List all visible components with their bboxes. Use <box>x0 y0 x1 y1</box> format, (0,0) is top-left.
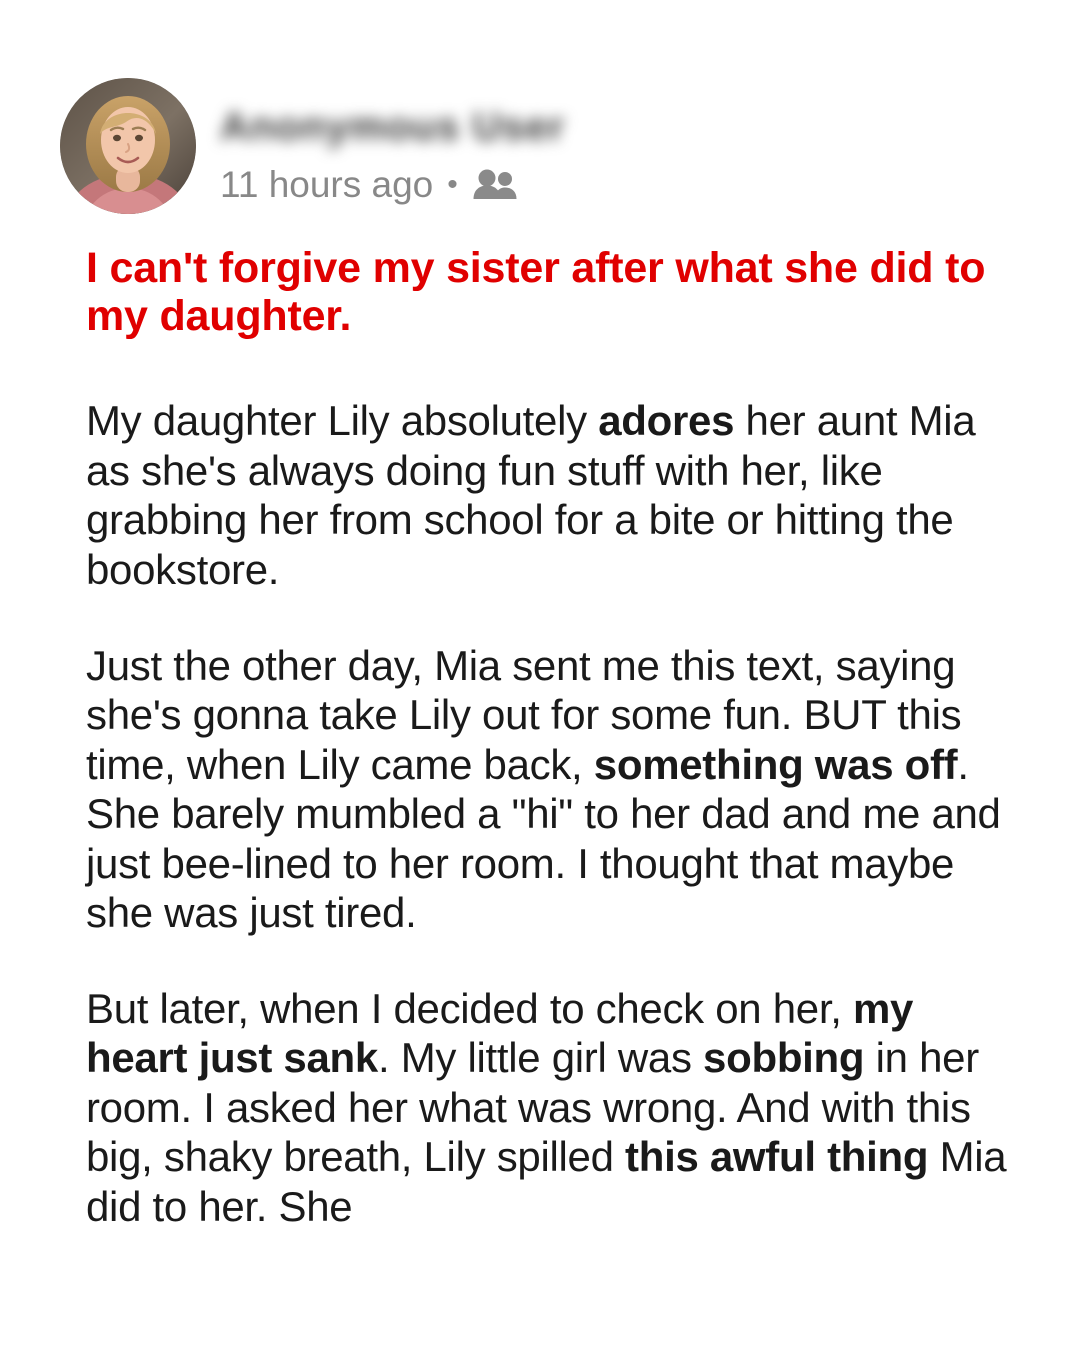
avatar[interactable] <box>60 78 196 214</box>
post-paragraph-2 <box>86 641 1010 938</box>
text-run: her aunt Mia as she's always doing fun stuff with her, like grabbing her from school for a bite or hitting the bookstore. <box>86 397 976 593</box>
text-run-bold: my heart just sank <box>86 984 914 1082</box>
post-paragraph-1 <box>86 396 1010 594</box>
author-username[interactable]: Anonymous User <box>220 105 566 149</box>
post-meta <box>220 164 565 206</box>
text-run-bold: sobbing <box>703 1034 865 1082</box>
text-run: in her room. I asked her what was wrong. And with this big, shaky breath, Lily spilled <box>86 1034 979 1181</box>
post-paragraph-3 <box>86 984 1010 1232</box>
text-run: Just the other day, Mia sent me this text, saying she's gonna take Lily out for some fun. BUT this time, when Lily came back, <box>86 641 962 788</box>
text-run: . My little girl was <box>377 1034 704 1082</box>
text-run: . She barely mumbled a "hi" to her dad and me and just bee-lined to her room. I thought that maybe she was just tired. <box>86 740 1001 937</box>
text-run-bold: adores <box>598 397 735 445</box>
post-timestamp[interactable]: 11 hours ago <box>220 164 434 205</box>
post-headline: I can't forgive my sister after what she did to my daughter. <box>86 244 986 341</box>
text-run: My daughter Lily absolutely <box>86 397 599 445</box>
text-run-bold: something was off <box>593 740 958 788</box>
meta-separator: • <box>447 168 458 201</box>
text-run: But later, when I decided to check on her, <box>86 984 853 1032</box>
author-identity <box>220 78 565 206</box>
text-run: Mia did to her. She <box>86 1133 1007 1230</box>
post-header <box>0 0 1080 214</box>
friends-icon[interactable] <box>472 167 518 203</box>
post-content <box>0 214 1080 1232</box>
text-run-bold: this awful thing <box>625 1133 929 1181</box>
